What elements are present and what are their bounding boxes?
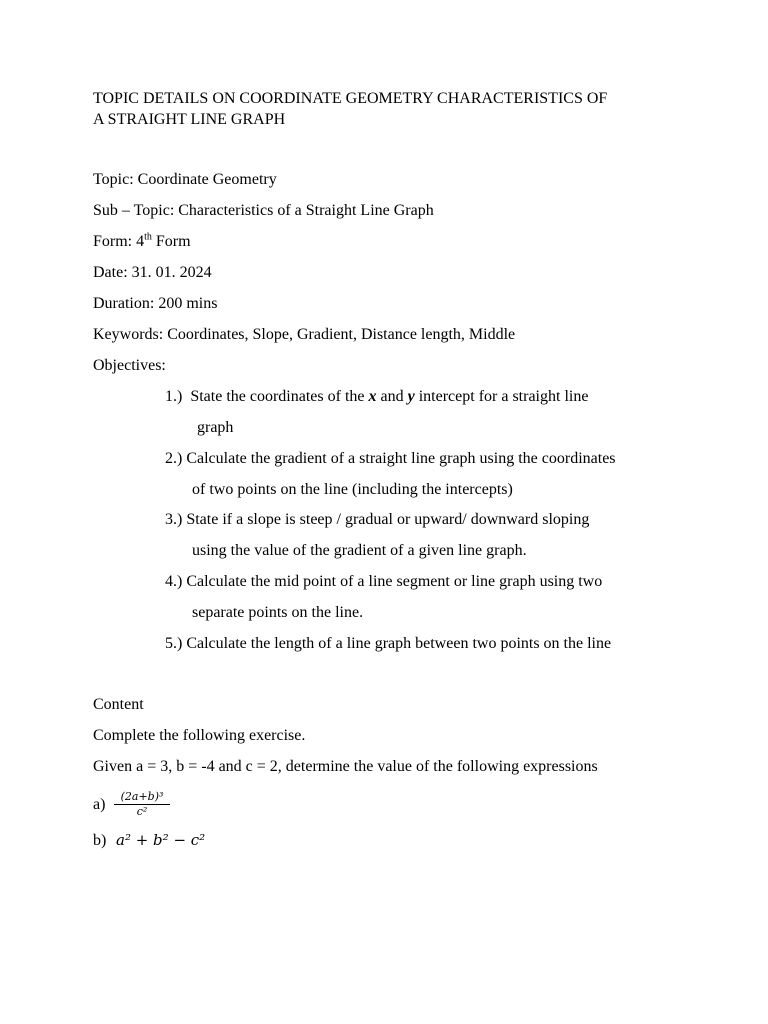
objective-4-line-2: separate points on the line. [192,604,364,621]
objective-1-y-variable: y [407,388,415,405]
subtopic-line: Sub – Topic: Characteristics of a Straight Line Graph [93,202,434,219]
part-a-fraction [114,790,170,819]
date-line: Date: 31. 01. 2024 [93,264,212,281]
form-superscript: th [144,231,152,243]
topic-line: Topic: Coordinate Geometry [93,171,277,188]
exercise-intro: Complete the following exercise. [93,727,306,744]
part-b-expression: a² + b² − c² [116,831,206,849]
objective-1-text-c: intercept for a straight line [414,388,589,405]
objective-2-line-2: of two points on the line (including the intercepts) [192,481,513,498]
objective-5-line-1: 5.) Calculate the length of a line graph between two points on the line [165,635,612,652]
document-title [93,88,693,130]
objective-3-line-1: 3.) State if a slope is steep / gradual or upward/ downward sloping [165,511,590,528]
objective-1-line-2: graph [197,419,234,436]
objective-1-text-a: State the coordinates of the [190,388,369,405]
part-a-denominator: c² [136,805,148,818]
given-statement: Given a = 3, b = -4 and c = 2, determine the value of the following expressions [93,758,598,775]
objective-1-line-1 [165,387,588,407]
objective-2-line-1: 2.) Calculate the gradient of a straight line graph using the coordinates [165,450,616,467]
keywords-line: Keywords: Coordinates, Slope, Gradient, Distance length, Middle [93,326,516,343]
content-heading: Content [93,696,144,713]
objective-4-line-1: 4.) Calculate the mid point of a line segment or line graph using two [165,573,603,590]
title-line-1: TOPIC DETAILS ON COORDINATE GEOMETRY CHARACTERISTICS OF [93,90,608,107]
form-line [93,232,191,252]
objective-1-number: 1.) [165,388,183,405]
title-line-2: A STRAIGHT LINE GRAPH [93,111,286,128]
part-a-label: a) [93,796,106,813]
form-prefix: Form: 4 [93,233,145,250]
objective-1-x-variable: x [368,388,377,405]
form-suffix: Form [151,233,191,250]
objective-3-line-2: using the value of the gradient of a given line graph. [192,542,527,559]
duration-line: Duration: 200 mins [93,295,218,312]
objective-1-text-b: and [376,388,408,405]
part-b-label: b) [93,832,107,849]
part-a-numerator: (2a+b)³ [114,790,170,805]
objectives-heading: Objectives: [93,357,166,374]
